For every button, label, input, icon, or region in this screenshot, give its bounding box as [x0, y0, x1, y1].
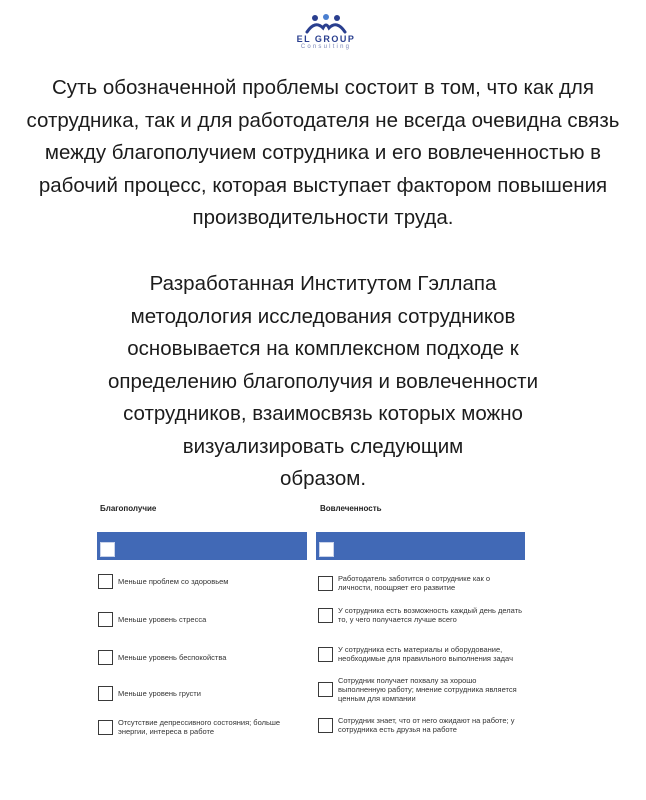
wellbeing-header-bar	[97, 532, 307, 560]
paragraph-2-tail: образом.	[279, 467, 367, 490]
checkbox[interactable]	[98, 720, 113, 735]
list-item-label: Меньше проблем со здоровьем	[118, 577, 229, 586]
list-item-label: Сотрудник получает похвалу за хорошо выполненную работу; мнение сотрудника является ценным для компании	[338, 676, 517, 703]
list-item-label: Меньше уровень стресса	[118, 615, 207, 624]
list-item-label: Меньше уровень грусти	[118, 689, 201, 698]
list-item	[98, 686, 303, 701]
checkbox[interactable]	[98, 650, 113, 665]
checkbox[interactable]	[318, 682, 333, 697]
logo	[276, 14, 376, 66]
checkbox[interactable]	[318, 576, 333, 591]
checkbox[interactable]	[98, 612, 113, 627]
list-item-label: У сотрудника есть возможность каждый день делать то, у чего получается лучше всего	[338, 606, 523, 624]
list-item-label: Отсутствие депрессивного состояния; больше энергии, интереса в работе	[118, 718, 281, 736]
engagement-header-bar	[316, 532, 525, 560]
list-item	[318, 716, 523, 734]
list-item	[98, 612, 303, 627]
list-item	[98, 574, 303, 589]
checkbox[interactable]	[318, 718, 333, 733]
checkbox[interactable]	[318, 647, 333, 662]
header-checkbox[interactable]	[100, 542, 115, 557]
checkbox[interactable]	[98, 686, 113, 701]
list-item	[318, 645, 523, 663]
list-item	[318, 606, 523, 624]
paragraph-2	[20, 268, 626, 496]
wellbeing-column-title: Благополучие	[100, 504, 157, 513]
list-item	[98, 650, 303, 665]
list-item	[318, 676, 523, 703]
paragraph-2-main: Разработанная Институтом Гэллапа методология исследования сотрудников основывается на комплексном подходе к определению благополучия и вовлеченности сотрудников, взаимосвязь которых можно визуализировать следующим	[107, 272, 539, 458]
checkbox[interactable]	[98, 574, 113, 589]
logo-subtitle: Consulting	[300, 44, 352, 50]
list-item-label: Меньше уровень беспокойства	[118, 653, 227, 662]
paragraph-1: Суть обозначенной проблемы состоит в том, что как для сотрудника, так и для работодателя не всегда очевидна связь между благополучием сотрудника и его вовлеченностью в рабочий процесс, которая выступает фактором повышения производительности труда.	[26, 76, 620, 229]
logo-brand: EL GROUP	[296, 34, 356, 44]
list-item-label: Работодатель заботится о сотруднике как о личности, поощряет его развитие	[338, 574, 490, 592]
list-item	[318, 574, 523, 592]
list-item-label: Сотрудник знает, что от него ожидают на работе; у сотрудника есть друзья на работе	[338, 716, 515, 734]
logo-figures-icon	[304, 14, 348, 34]
list-item-label: У сотрудника есть материалы и оборудование, необходимые для правильного выполнения задач	[338, 645, 513, 663]
checkbox[interactable]	[318, 608, 333, 623]
list-item	[98, 718, 288, 736]
engagement-column-title: Вовлеченность	[320, 504, 382, 513]
header-checkbox[interactable]	[319, 542, 334, 557]
